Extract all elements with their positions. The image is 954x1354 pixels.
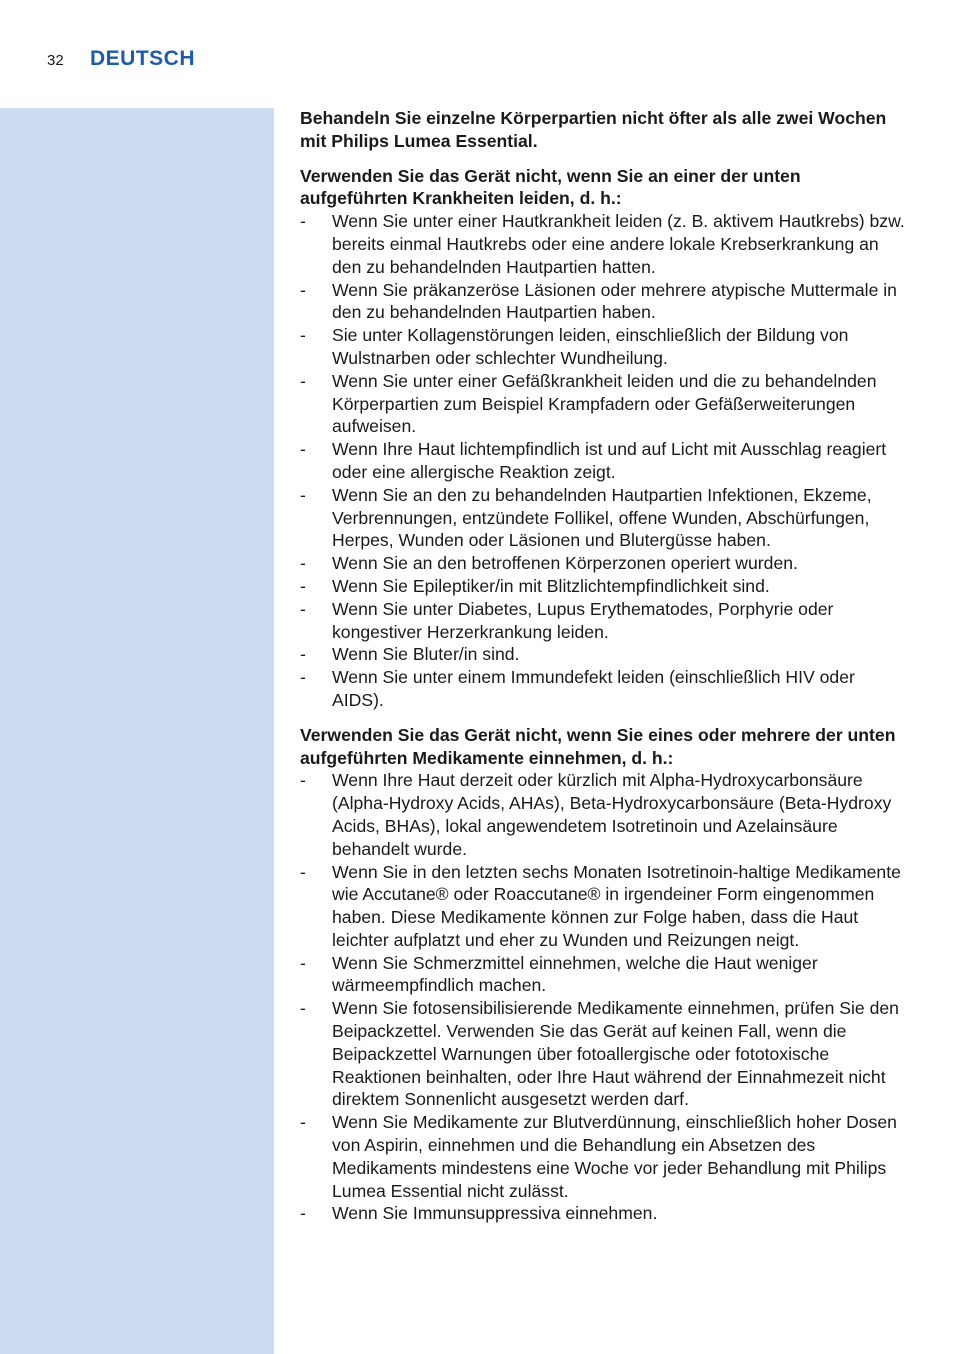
dash-bullet: - bbox=[300, 279, 306, 300]
list-item-text: Wenn Sie Bluter/in sind. bbox=[332, 644, 520, 665]
list-item bbox=[300, 370, 910, 438]
dash-bullet: - bbox=[300, 439, 306, 460]
list-item bbox=[300, 575, 910, 598]
page-header bbox=[0, 0, 954, 108]
dash-bullet: - bbox=[300, 370, 306, 391]
list-item bbox=[300, 769, 910, 860]
list-item-text: Wenn Sie Immunsuppressiva einnehmen. bbox=[332, 1203, 658, 1224]
list-item bbox=[300, 210, 910, 278]
list-item-text: Wenn Sie unter Diabetes, Lupus Erythematodes, Porphyrie oder kongestiver Herzerkrankung leiden. bbox=[332, 598, 834, 642]
list-item-text: Wenn Sie präkanzeröse Läsionen oder mehrere atypische Muttermale in den zu behandelnden Hautpartien haben. bbox=[332, 279, 897, 323]
list-item-text: Wenn Sie fotosensibilisierende Medikamente einnehmen, prüfen Sie den Beipackzettel. Verwenden Sie das Gerät auf keinen Fall, wenn die Beipackzettel Warnungen über fotoallergische oder fototoxische Reaktionen beinhalten, oder Ihre Haut während der Einnahmezeit nicht direktem Sonnenlicht ausgesetzt werden darf. bbox=[332, 998, 899, 1110]
list-item-text: Wenn Sie an den betroffenen Körperzonen operiert wurden. bbox=[332, 553, 798, 574]
list-item bbox=[300, 324, 910, 370]
diseases-list bbox=[300, 210, 910, 712]
medications-list bbox=[300, 769, 910, 1225]
list-item-text: Wenn Sie unter einem Immundefekt leiden (einschließlich HIV oder AIDS). bbox=[332, 667, 855, 710]
dash-bullet: - bbox=[300, 325, 306, 346]
sidebar-panel bbox=[0, 108, 274, 1354]
list-item bbox=[300, 1202, 910, 1225]
dash-bullet: - bbox=[300, 861, 306, 882]
dash-bullet: - bbox=[300, 952, 306, 973]
dash-bullet: - bbox=[300, 770, 306, 791]
dash-bullet: - bbox=[300, 211, 306, 232]
list-item bbox=[300, 484, 910, 552]
list-item bbox=[300, 861, 910, 952]
medications-heading: Verwenden Sie das Gerät nicht, wenn Sie eines oder mehrere der unten aufgeführten Medikamente einnehmen, d. h.: bbox=[300, 724, 896, 768]
list-item-text: Wenn Ihre Haut derzeit oder kürzlich mit Alpha-Hydroxycarbonsäure (Alpha-Hydroxy Acids, AHAs), Beta-Hydroxycarbonsäure (Beta-Hydroxy Acids, BHAs), lokal angewendetem Isotretinoin und Azelainsäure behandelt wurde. bbox=[332, 770, 892, 859]
dash-bullet: - bbox=[300, 575, 306, 596]
dash-bullet: - bbox=[300, 644, 306, 665]
list-item-text: Wenn Sie Schmerzmittel einnehmen, welche die Haut weniger wärmeempfindlich machen. bbox=[332, 952, 818, 996]
dash-bullet: - bbox=[300, 1203, 306, 1224]
dash-bullet: - bbox=[300, 598, 306, 619]
list-item-text: Sie unter Kollagenstörungen leiden, einschließlich der Bildung von Wulstnarben oder schlechter Wundheilung. bbox=[332, 325, 849, 368]
section-title: DEUTSCH bbox=[90, 47, 196, 70]
list-item bbox=[300, 598, 910, 644]
list-item-text: Wenn Sie unter einer Gefäßkrankheit leiden und die zu behandelnden Körperpartien zum Beispiel Krampfadern oder Gefäßerweiterungen aufweisen. bbox=[332, 370, 877, 437]
dash-bullet: - bbox=[300, 1112, 306, 1133]
list-item bbox=[300, 952, 910, 998]
list-item-text: Wenn Ihre Haut lichtempfindlich ist und auf Licht mit Ausschlag reagiert oder eine allergische Reaktion zeigt. bbox=[332, 439, 887, 482]
dash-bullet: - bbox=[300, 553, 306, 574]
dash-bullet: - bbox=[300, 998, 306, 1019]
list-item-text: Wenn Sie Medikamente zur Blutverdünnung, einschließlich hoher Dosen von Aspirin, einnehmen und die Behandlung ein Absetzen des Medikaments mindestens eine Woche vor jeder Behandlung mit Philips Lumea Essential nicht zulässt. bbox=[332, 1112, 897, 1201]
dash-bullet: - bbox=[300, 667, 306, 688]
list-item-text: Wenn Sie Epileptiker/in mit Blitzlichtempfindlichkeit sind. bbox=[332, 575, 770, 596]
list-item bbox=[300, 643, 910, 666]
diseases-heading: Verwenden Sie das Gerät nicht, wenn Sie an einer der unten aufgeführten Krankheiten leiden, d. h.: bbox=[300, 165, 801, 209]
list-item-text: Wenn Sie unter einer Hautkrankheit leiden (z. B. aktivem Hautkrebs) bzw. bereits einmal Hautkrebs oder eine andere lokale Krebserkrankung an den zu behandelnden Hautpartien hatten. bbox=[332, 211, 905, 277]
list-item bbox=[300, 666, 910, 712]
list-item-text: Wenn Sie an den zu behandelnden Hautpartien Infektionen, Ekzeme, Verbrennungen, entzündete Follikel, offene Wunden, Abschürfungen, Herpes, Wunden oder Läsionen und Blutergüsse haben. bbox=[332, 484, 872, 551]
list-item bbox=[300, 279, 910, 325]
list-item-text: Wenn Sie in den letzten sechs Monaten Isotretinoin-haltige Medikamente wie Accutane® oder Roaccutane® in irgendeiner Form eingenommen haben. Diese Medikamente können zur Folge haben, dass die Haut leichter aufplatzt und eher zu Wunden und Reizungen neigt. bbox=[332, 861, 901, 950]
list-item bbox=[300, 438, 910, 484]
dash-bullet: - bbox=[300, 484, 306, 505]
list-item bbox=[300, 552, 910, 575]
main-content bbox=[300, 107, 910, 1225]
list-item bbox=[300, 997, 910, 1111]
list-item bbox=[300, 1111, 910, 1202]
intro-warning: Behandeln Sie einzelne Körperpartien nicht öfter als alle zwei Wochen mit Philips Lumea Essential. bbox=[300, 108, 887, 151]
page-number: 32 bbox=[47, 52, 64, 69]
